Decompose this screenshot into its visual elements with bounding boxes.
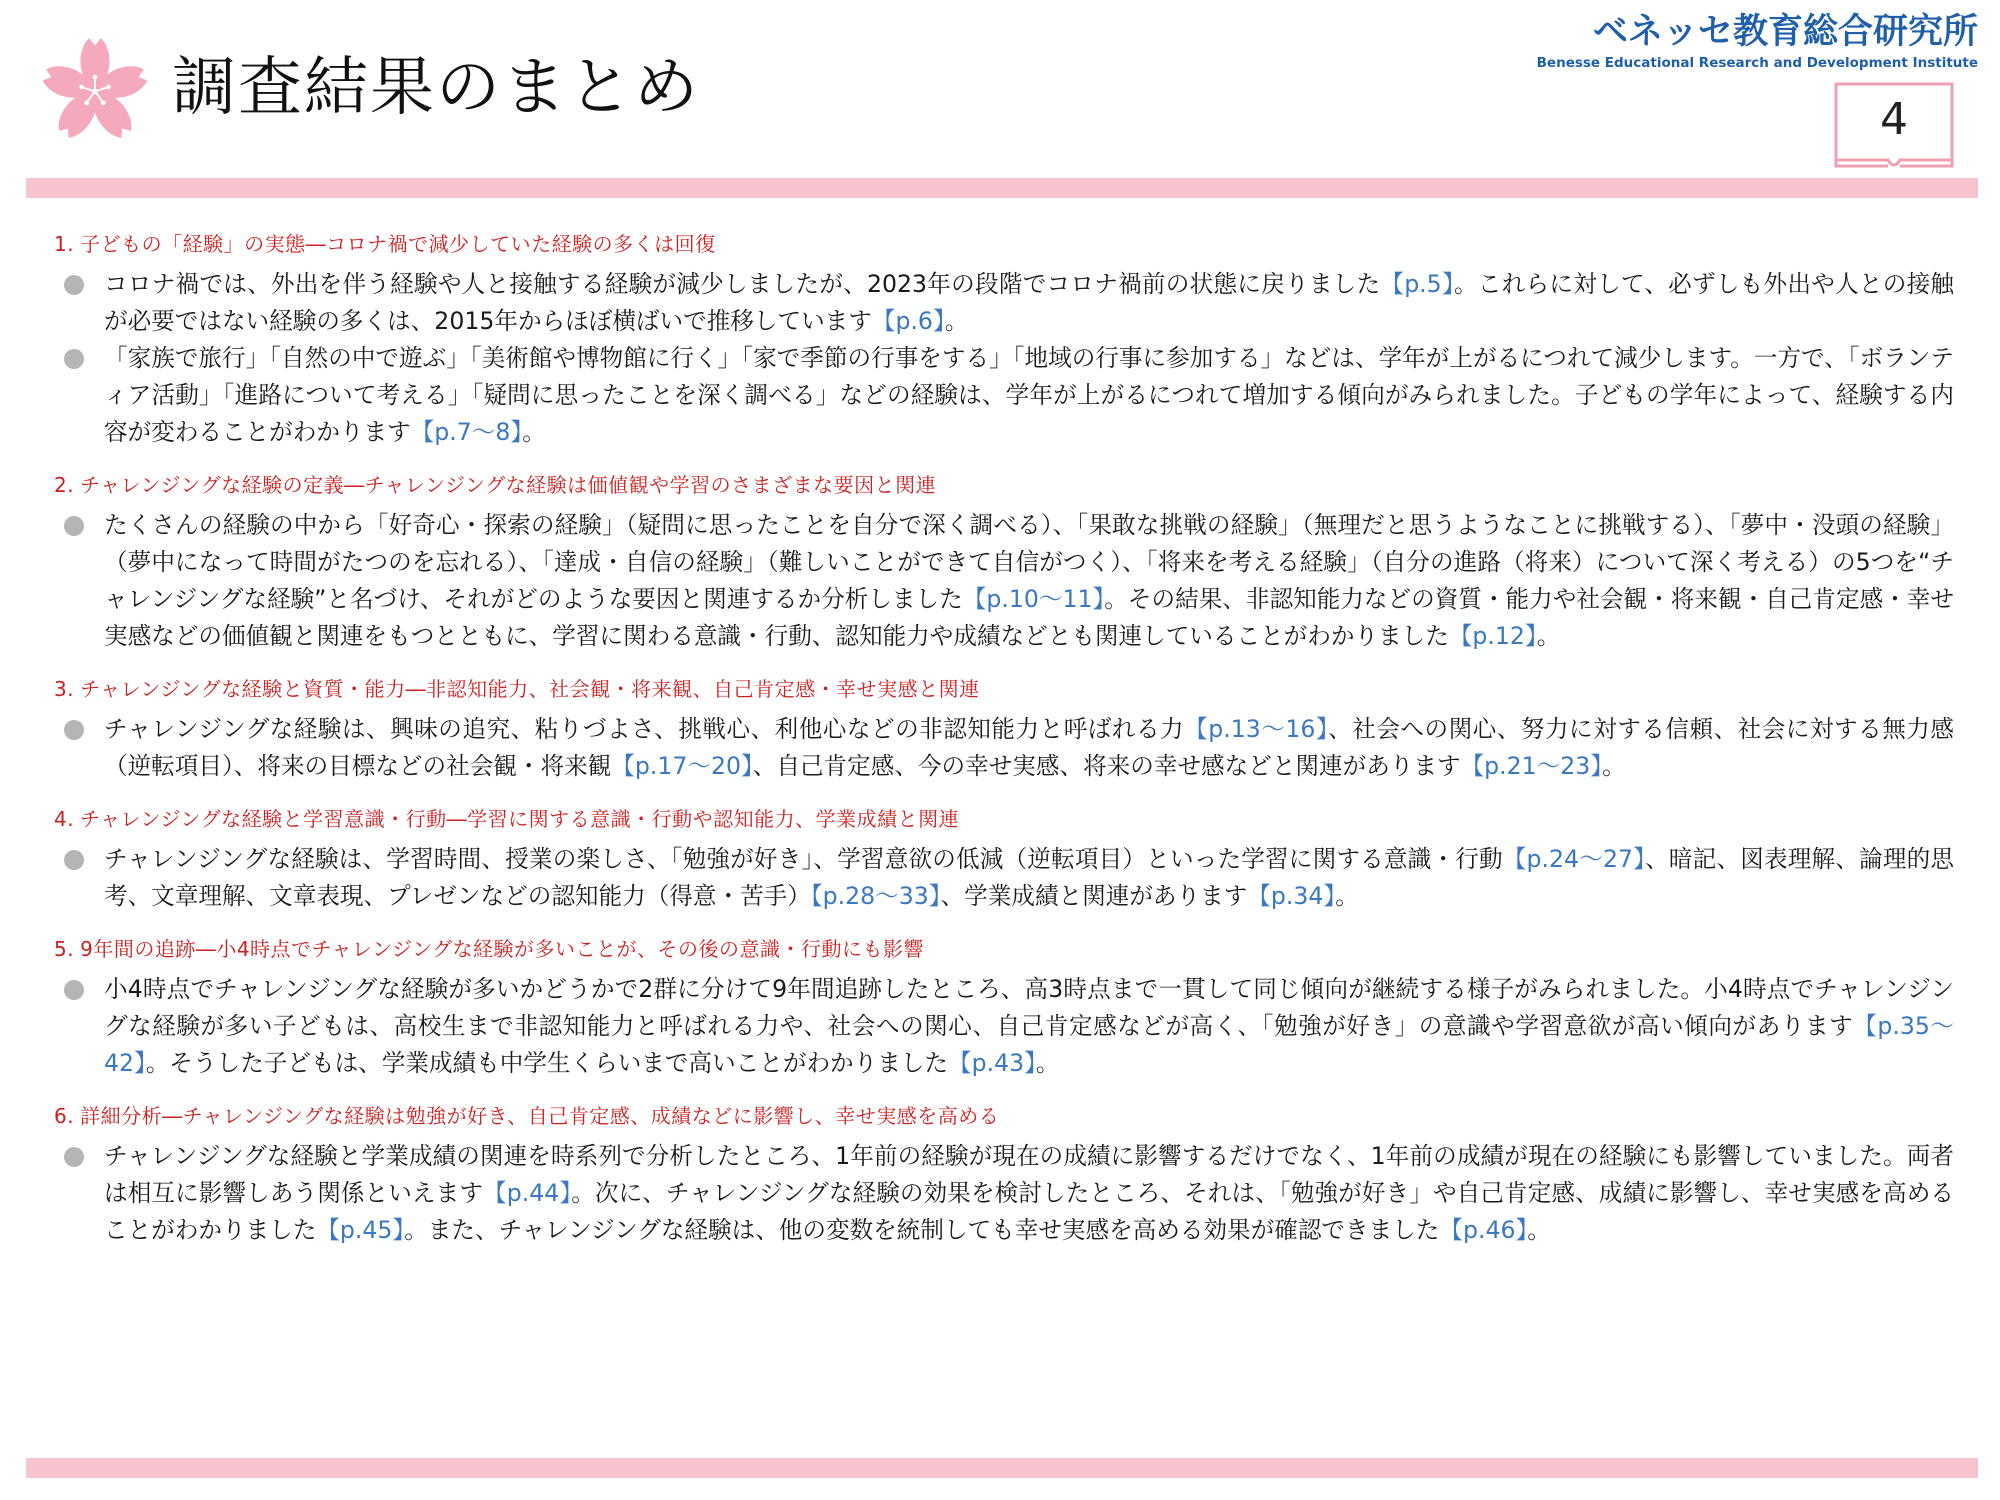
section-heading-text: チャレンジングな経験の定義―チャレンジングな経験は価値観や学習のさまざまな要因と関連 [80,473,937,497]
bullet-paragraph [54,507,1954,655]
paragraph-text: 。 [522,418,546,446]
page-reference: 【p.7～8】 [410,418,523,446]
paragraph-text: 。次に、チャレンジングな経験の効果を検討したところ、それは、「勉強が好き」や自己肯定感、成績に影響し、幸せ実感を高めることがわかりました [104,1179,1954,1244]
paragraph-text: コロナ禍では、外出を伴う経験や人と接触する経験が減少しましたが、2023年の段階でコロナ禍前の状態に戻りました [104,270,1381,298]
bullet-paragraph [54,841,1954,915]
section-heading [54,1094,1954,1138]
page-reference: 【p.12】 [1448,622,1537,650]
bullet-paragraph [54,971,1954,1082]
page-reference: 【p.10～11】 [962,585,1105,613]
summary-section [54,797,1954,915]
page-reference: 【p.44】 [483,1179,572,1207]
page-reference: 【p.5】 [1380,270,1454,298]
page-reference: 【p.35～42】 [104,1012,1955,1077]
paragraph-text: 。その結果、非認知能力などの資質・能力や社会観・将来観・自己肯定感・幸せ実感などの価値観と関連をもつとともに、学習に関わる意識・行動、認知能力や成績などとも関連していることがわかりました [104,585,1954,650]
section-number: 6. [54,1104,75,1128]
page-number: 4 [1880,94,1908,145]
section-heading [54,797,1954,841]
brand-logo [1537,10,1978,72]
section-heading-text: 詳細分析―チャレンジングな経験は勉強が好き、自己肯定感、成績などに影響し、幸せ実感を高める [80,1104,1000,1128]
page-reference: 【p.24～27】 [1502,845,1646,873]
section-heading [54,463,1954,507]
page-reference: 【p.17～20】 [611,752,753,780]
paragraph-text: 。 [944,307,969,335]
section-heading-text: チャレンジングな経験と学習意識・行動―学習に関する意識・行動や認知能力、学業成績と関連 [80,807,960,831]
header-divider [26,178,1978,198]
bullet-icon [64,275,84,295]
page-reference: 【p.46】 [1439,1216,1528,1244]
paragraph-text: 。そうした子どもは、学業成績も中学生くらいまで高いことがわかりました [145,1049,949,1077]
bullet-paragraph [54,711,1954,785]
summary-section [54,222,1954,451]
page-reference: 【p.21～23】 [1460,752,1603,780]
page-reference: 【p.6】 [871,307,945,335]
bullet-icon [64,516,84,536]
section-number: 3. [54,677,75,701]
summary-section [54,927,1954,1082]
summary-section [54,463,1954,655]
section-number: 2. [54,473,75,497]
section-heading [54,222,1954,266]
page-reference: 【p.45】 [316,1216,405,1244]
section-heading [54,927,1954,971]
paragraph-text: 。また、チャレンジングな経験は、他の変数を統制しても幸せ実感を高める効果が確認できました [404,1216,1440,1244]
section-number: 1. [54,232,75,256]
paragraph-text: 。 [1035,1049,1060,1077]
bullet-paragraph [54,266,1954,340]
paragraph-text: チャレンジングな経験は、興味の追究、粘りづよさ、挑戦心、利他心などの非認知能力と呼ばれる力 [104,715,1185,743]
brand-subtitle: Benesse Educational Research and Development Institute [1536,55,1978,71]
paragraph-text: チャレンジングな経験は、学習時間、授業の楽しさ、「勉強が好き」、学習意欲の低減（逆転項目）といった学習に関する意識・行動 [104,845,1503,873]
section-number: 4. [54,807,75,831]
summary-section [54,667,1954,785]
section-heading-text: チャレンジングな経験と資質・能力―非認知能力、社会観・将来観、自己肯定感・幸せ実感と関連 [80,677,980,701]
summary-section [54,1094,1954,1249]
footer-divider [26,1458,1978,1478]
section-number: 5. [54,937,75,961]
section-heading-text: 子どもの「経験」の実態―コロナ禍で減少していた経験の多くは回復 [80,232,716,256]
bullet-icon [64,349,84,369]
paragraph-text: たくさんの経験の中から「好奇心・探索の経験」（疑問に思ったことを自分で深く調べる）、「果敢な挑戦の経験」（無理だと思うようなことに挑戦する）、「夢中・没頭の経験」（夢中になって時間がたつのを忘れる）、「達成・自信の経験」（難しいことができて自信がつく）、「将来を考える経験」（自分の進路（将来）について深く考える）の5つを“チャレンジングな経験”と名づけ、それがどのような要因と関連するか分析しました [104,511,1954,613]
bullet-paragraph [54,340,1954,451]
bullet-icon [64,1147,84,1167]
paragraph-text: 。 [1527,1216,1551,1244]
paragraph-text: 。 [1335,882,1359,910]
paragraph-text: 。これらに対して、必ずしも外出や人との接触が必要ではない経験の多くは、2015年からほぼ横ばいで推移しています [104,270,1955,335]
paragraph-text: 、暗記、図表理解、論理的思考、文章理解、文章表現、プレゼンなどの認知能力（得意・苦手） [104,845,1954,910]
page-reference: 【p.43】 [948,1049,1036,1077]
sakura-logo-icon [36,30,154,148]
page-title: 調査結果のまとめ [172,51,700,125]
section-heading [54,667,1954,711]
paragraph-text: 。 [1536,622,1561,650]
bullet-icon [64,980,84,1000]
paragraph-text: チャレンジングな経験と学業成績の関連を時系列で分析したところ、1年前の経験が現在の成績に影響するだけでなく、1年前の成績が現在の経験にも影響していました。両者は相互に影響しあう関係といえます [104,1142,1954,1207]
page-reference: 【p.34】 [1247,882,1336,910]
page-reference: 【p.13～16】 [1184,715,1329,743]
paragraph-text: 小4時点でチャレンジングな経験が多いかどうかで2群に分けて9年間追跡したところ、高3時点まで一貫して同じ傾向が継続する様子がみられました。小4時点でチャレンジングな経験が多い子どもは、高校生まで非認知能力と呼ばれる力や、社会への関心、自己肯定感などが高く、「勉強が好き」の意識や学習意欲が高い傾向があります [104,975,1954,1040]
paragraph-text: 「家族で旅行」「自然の中で遊ぶ」「美術館や博物館に行く」「家で季節の行事をする」「地域の行事に参加する」などは、学年が上がるにつれて減少します。一方で、「ボランティア活動」「進路について考える」「疑問に思ったことを深く調べる」などの経験は、学年が上がるにつれて増加する傾向がみられました。子どもの学年によって、経験する内容が変わることがわかります [104,344,1954,446]
paragraph-text: 、学業成績と関連があります [940,882,1248,910]
bullet-icon [64,850,84,870]
bullet-paragraph [54,1138,1954,1249]
paragraph-text: 、社会への関心、努力に対する信頼、社会に対する無力感（逆転項目）、将来の目標などの社会観・将来観 [104,715,1954,780]
summary-content [54,222,1954,1261]
section-heading-text: 9年間の追跡―小4時点でチャレンジングな経験が多いことが、その後の意識・行動にも影響 [80,937,925,961]
paragraph-text: 。 [1602,752,1626,780]
bullet-icon [64,720,84,740]
page-reference: 【p.28～33】 [810,882,941,910]
brand-name: ベネッセ教育総合研究所 [1592,12,1978,52]
paragraph-text: 、自己肯定感、今の幸せ実感、将来の幸せ感などと関連があります [752,752,1461,780]
